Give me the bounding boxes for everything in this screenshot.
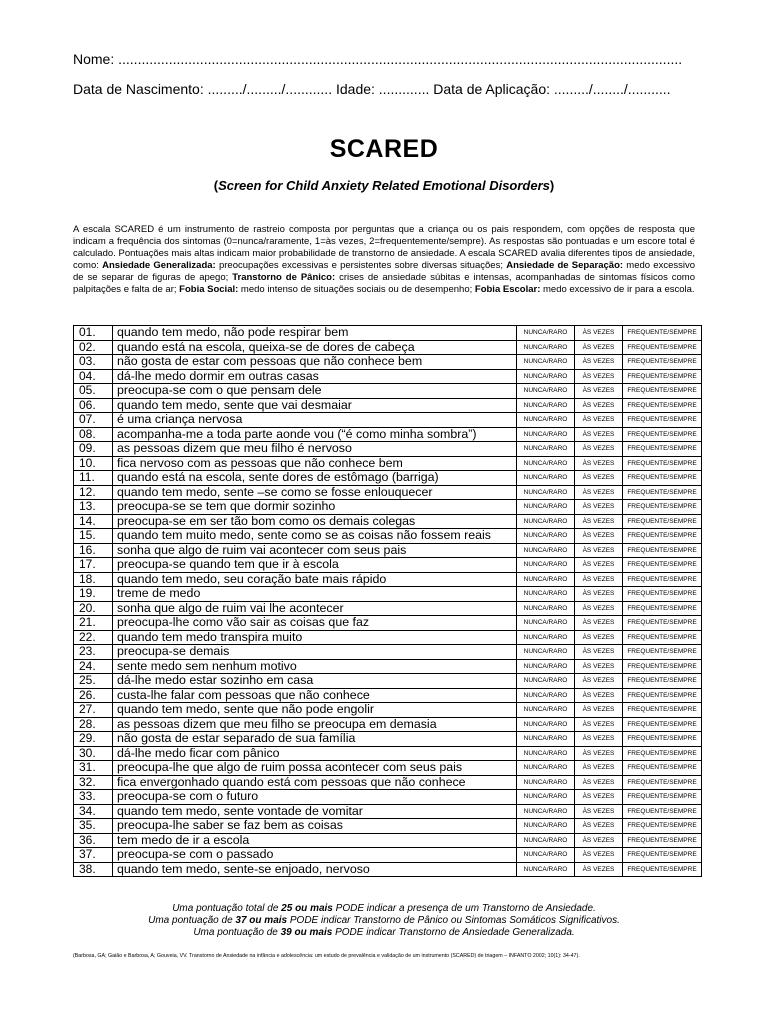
question-number: 03. [74,355,113,370]
option-often-always[interactable]: FREQUENTE/SEMPRE [623,355,702,370]
option-often-always[interactable]: FREQUENTE/SEMPRE [623,674,702,689]
option-often-always[interactable]: FREQUENTE/SEMPRE [623,485,702,500]
question-text: tem medo de ir a escola [113,833,517,848]
intro-text-2: preocupações excessivas e persistentes sobre diversas situações; [215,260,507,271]
question-row [74,326,702,341]
option-often-always[interactable]: FREQUENTE/SEMPRE [623,804,702,819]
option-often-always[interactable]: FREQUENTE/SEMPRE [623,398,702,413]
question-text: quando tem medo, sente –se como se fosse enlouquecer [113,485,517,500]
question-row [74,819,702,834]
question-row [74,369,702,384]
subtitle [0,178,768,193]
question-number: 35. [74,819,113,834]
question-row [74,703,702,718]
questions-table [73,325,702,877]
option-often-always[interactable]: FREQUENTE/SEMPRE [623,529,702,544]
question-number: 38. [74,862,113,877]
question-row [74,543,702,558]
option-often-always[interactable]: FREQUENTE/SEMPRE [623,819,702,834]
option-sometimes[interactable]: ÀS VEZES [575,514,623,529]
question-number: 14. [74,514,113,529]
question-row [74,746,702,761]
name-field-line: Nome: ................................................................................................................................................. [73,51,683,67]
question-row [74,558,702,573]
footnote-line [0,903,768,915]
option-sometimes[interactable]: ÀS VEZES [575,413,623,428]
question-number: 37. [74,848,113,863]
option-sometimes[interactable]: ÀS VEZES [575,384,623,399]
option-often-always[interactable]: FREQUENTE/SEMPRE [623,761,702,776]
footnote-text: Uma pontuação de [193,927,281,938]
option-never-rarely[interactable]: NUNCA/RARO [517,340,575,355]
question-number: 26. [74,688,113,703]
option-never-rarely[interactable]: NUNCA/RARO [517,804,575,819]
question-row [74,442,702,457]
option-often-always[interactable]: FREQUENTE/SEMPRE [623,703,702,718]
option-sometimes[interactable]: ÀS VEZES [575,456,623,471]
question-number: 16. [74,543,113,558]
question-number: 15. [74,529,113,544]
question-text: preocupa-se com o passado [113,848,517,863]
question-text: quando tem medo, sente-se enjoado, nervoso [113,862,517,877]
option-never-rarely[interactable]: NUNCA/RARO [517,601,575,616]
footnote-line [0,915,768,927]
question-row [74,717,702,732]
question-text: preocupa-se com o futuro [113,790,517,805]
question-text: quando tem medo, sente vontade de vomitar [113,804,517,819]
footnote-text: PODE indicar Transtorno de Ansiedade Generalizada. [332,927,575,938]
option-often-always[interactable]: FREQUENTE/SEMPRE [623,442,702,457]
question-number: 11. [74,471,113,486]
question-row [74,616,702,631]
question-text: dá-lhe medo estar sozinho em casa [113,674,517,689]
question-text: fica envergonhado quando está com pessoas que não conhece [113,775,517,790]
option-often-always[interactable]: FREQUENTE/SEMPRE [623,340,702,355]
question-text: sente medo sem nenhum motivo [113,659,517,674]
option-sometimes[interactable]: ÀS VEZES [575,587,623,602]
question-number: 34. [74,804,113,819]
option-often-always[interactable]: FREQUENTE/SEMPRE [623,717,702,732]
option-sometimes[interactable]: ÀS VEZES [575,326,623,341]
question-row [74,427,702,442]
intro-text-6: medo excessivo de ir para a escola. [540,284,695,295]
option-often-always[interactable]: FREQUENTE/SEMPRE [623,558,702,573]
question-row [74,688,702,703]
question-text: quando tem medo, sente que vai desmaiar [113,398,517,413]
option-often-always[interactable]: FREQUENTE/SEMPRE [623,688,702,703]
question-text: treme de medo [113,587,517,602]
question-number: 23. [74,645,113,660]
option-sometimes[interactable]: ÀS VEZES [575,688,623,703]
option-sometimes[interactable]: ÀS VEZES [575,355,623,370]
option-never-rarely[interactable]: NUNCA/RARO [517,427,575,442]
option-often-always[interactable]: FREQUENTE/SEMPRE [623,833,702,848]
question-text: é uma criança nervosa [113,413,517,428]
option-sometimes[interactable]: ÀS VEZES [575,340,623,355]
option-never-rarely[interactable]: NUNCA/RARO [517,471,575,486]
question-text: preocupa-lhe que algo de ruim possa acontecer com seus pais [113,761,517,776]
question-number: 25. [74,674,113,689]
option-never-rarely[interactable]: NUNCA/RARO [517,862,575,877]
option-sometimes[interactable]: ÀS VEZES [575,833,623,848]
option-sometimes[interactable]: ÀS VEZES [575,761,623,776]
option-often-always[interactable]: FREQUENTE/SEMPRE [623,326,702,341]
option-sometimes[interactable]: ÀS VEZES [575,659,623,674]
question-number: 27. [74,703,113,718]
option-sometimes[interactable]: ÀS VEZES [575,500,623,515]
question-number: 10. [74,456,113,471]
question-row [74,456,702,471]
question-row [74,500,702,515]
question-text: quando tem muito medo, sente como se as coisas não fossem reais [113,529,517,544]
option-sometimes[interactable]: ÀS VEZES [575,427,623,442]
option-never-rarely[interactable]: NUNCA/RARO [517,674,575,689]
question-text: preocupa-lhe como vão sair as coisas que faz [113,616,517,631]
intro-bold-panic: Transtorno de Pânico: [232,272,336,283]
option-sometimes[interactable]: ÀS VEZES [575,630,623,645]
question-text: quando tem medo, não pode respirar bem [113,326,517,341]
question-text: acompanha-me a toda parte aonde vou (“é como minha sombra”) [113,427,517,442]
question-text: preocupa-se com o que pensam dele [113,384,517,399]
question-row [74,413,702,428]
option-never-rarely[interactable]: NUNCA/RARO [517,529,575,544]
footnote-line [0,927,768,939]
option-never-rarely[interactable]: NUNCA/RARO [517,848,575,863]
question-number: 22. [74,630,113,645]
option-never-rarely[interactable]: NUNCA/RARO [517,326,575,341]
option-often-always[interactable]: FREQUENTE/SEMPRE [623,456,702,471]
subtitle-text: Screen for Child Anxiety Related Emotional Disorders [218,178,550,193]
question-number: 21. [74,616,113,631]
option-sometimes[interactable]: ÀS VEZES [575,790,623,805]
intro-text-3: medo excessivo de se separar de figuras de apego; [73,260,696,283]
intro-bold-school: Fobia Escolar: [474,284,541,295]
option-sometimes[interactable]: ÀS VEZES [575,645,623,660]
question-row [74,514,702,529]
question-number: 09. [74,442,113,457]
option-often-always[interactable]: FREQUENTE/SEMPRE [623,616,702,631]
option-never-rarely[interactable]: NUNCA/RARO [517,398,575,413]
question-number: 17. [74,558,113,573]
option-often-always[interactable]: FREQUENTE/SEMPRE [623,601,702,616]
option-never-rarely[interactable]: NUNCA/RARO [517,514,575,529]
intro-text-5: medo intenso de situações sociais ou de desempenho; [238,284,475,295]
option-often-always[interactable]: FREQUENTE/SEMPRE [623,645,702,660]
option-sometimes[interactable]: ÀS VEZES [575,862,623,877]
option-often-always[interactable]: FREQUENTE/SEMPRE [623,514,702,529]
question-row [74,355,702,370]
option-never-rarely[interactable]: NUNCA/RARO [517,442,575,457]
option-sometimes[interactable]: ÀS VEZES [575,471,623,486]
intro-bold-separation: Ansiedade de Separação: [506,260,624,271]
question-text: fica nervoso com as pessoas que não conhece bem [113,456,517,471]
question-row [74,775,702,790]
question-text: preocupa-lhe saber se faz bem as coisas [113,819,517,834]
question-text: custa-lhe falar com pessoas que não conhece [113,688,517,703]
question-row [74,804,702,819]
question-number: 18. [74,572,113,587]
question-number: 30. [74,746,113,761]
option-often-always[interactable]: FREQUENTE/SEMPRE [623,848,702,863]
question-number: 04. [74,369,113,384]
question-text: quando tem medo transpira muito [113,630,517,645]
option-never-rarely[interactable]: NUNCA/RARO [517,688,575,703]
question-row [74,833,702,848]
question-row [74,572,702,587]
question-row [74,587,702,602]
question-number: 19. [74,587,113,602]
option-never-rarely[interactable]: NUNCA/RARO [517,543,575,558]
option-often-always[interactable]: FREQUENTE/SEMPRE [623,630,702,645]
question-row [74,732,702,747]
option-sometimes[interactable]: ÀS VEZES [575,732,623,747]
question-number: 24. [74,659,113,674]
question-text: as pessoas dizem que meu filho se preocupa em demasia [113,717,517,732]
option-never-rarely[interactable]: NUNCA/RARO [517,732,575,747]
question-row [74,340,702,355]
birth-age-date-field-line: Data de Nascimento: ........./........./............ Idade: ............. Data de Aplicação: ........./......../........... [73,81,671,97]
option-sometimes[interactable]: ÀS VEZES [575,485,623,500]
option-never-rarely[interactable]: NUNCA/RARO [517,717,575,732]
option-often-always[interactable]: FREQUENTE/SEMPRE [623,659,702,674]
question-number: 06. [74,398,113,413]
footnote-text: PODE indicar Transtorno de Pânico ou Sintomas Somáticos Significativos. [287,915,620,926]
option-never-rarely[interactable]: NUNCA/RARO [517,485,575,500]
option-sometimes[interactable]: ÀS VEZES [575,746,623,761]
option-often-always[interactable]: FREQUENTE/SEMPRE [623,790,702,805]
option-never-rarely[interactable]: NUNCA/RARO [517,616,575,631]
footnote-score: 39 ou mais [280,927,333,938]
option-sometimes[interactable]: ÀS VEZES [575,703,623,718]
option-never-rarely[interactable]: NUNCA/RARO [517,833,575,848]
question-text: preocupa-se em ser tão bom como os demais colegas [113,514,517,529]
subtitle-close-paren: ) [549,178,555,193]
question-number: 07. [74,413,113,428]
question-number: 20. [74,601,113,616]
option-never-rarely[interactable]: NUNCA/RARO [517,355,575,370]
option-sometimes[interactable]: ÀS VEZES [575,398,623,413]
option-often-always[interactable]: FREQUENTE/SEMPRE [623,413,702,428]
question-text: sonha que algo de ruim vai acontecer com seus pais [113,543,517,558]
option-never-rarely[interactable]: NUNCA/RARO [517,500,575,515]
option-often-always[interactable]: FREQUENTE/SEMPRE [623,384,702,399]
option-never-rarely[interactable]: NUNCA/RARO [517,819,575,834]
option-often-always[interactable]: FREQUENTE/SEMPRE [623,732,702,747]
option-never-rarely[interactable]: NUNCA/RARO [517,630,575,645]
question-text: dá-lhe medo ficar com pânico [113,746,517,761]
question-row [74,384,702,399]
option-sometimes[interactable]: ÀS VEZES [575,819,623,834]
option-never-rarely[interactable]: NUNCA/RARO [517,746,575,761]
option-never-rarely[interactable]: NUNCA/RARO [517,761,575,776]
footnote-text: Uma pontuação de [148,915,236,926]
question-row [74,601,702,616]
option-never-rarely[interactable]: NUNCA/RARO [517,572,575,587]
question-row [74,485,702,500]
option-never-rarely[interactable]: NUNCA/RARO [517,413,575,428]
option-never-rarely[interactable]: NUNCA/RARO [517,659,575,674]
question-row [74,645,702,660]
question-text: quando está na escola, sente dores de estômago (barriga) [113,471,517,486]
question-row [74,674,702,689]
option-never-rarely[interactable]: NUNCA/RARO [517,456,575,471]
question-text: não gosta de estar separado de sua família [113,732,517,747]
footnote-text: Uma pontuação total de [172,903,282,914]
option-sometimes[interactable]: ÀS VEZES [575,558,623,573]
option-never-rarely[interactable]: NUNCA/RARO [517,645,575,660]
page-title: SCARED [329,135,439,163]
question-number: 05. [74,384,113,399]
option-sometimes[interactable]: ÀS VEZES [575,601,623,616]
option-often-always[interactable]: FREQUENTE/SEMPRE [623,543,702,558]
question-number: 13. [74,500,113,515]
question-number: 02. [74,340,113,355]
option-sometimes[interactable]: ÀS VEZES [575,616,623,631]
option-never-rarely[interactable]: NUNCA/RARO [517,384,575,399]
question-number: 31. [74,761,113,776]
option-often-always[interactable]: FREQUENTE/SEMPRE [623,500,702,515]
question-number: 08. [74,427,113,442]
option-sometimes[interactable]: ÀS VEZES [575,848,623,863]
option-sometimes[interactable]: ÀS VEZES [575,543,623,558]
question-text: preocupa-se se tem que dormir sozinho [113,500,517,515]
intro-bold-generalized: Ansiedade Generalizada: [102,260,216,271]
option-sometimes[interactable]: ÀS VEZES [575,369,623,384]
option-often-always[interactable]: FREQUENTE/SEMPRE [623,775,702,790]
score-footnotes [0,903,768,939]
option-never-rarely[interactable]: NUNCA/RARO [517,558,575,573]
option-never-rarely[interactable]: NUNCA/RARO [517,703,575,718]
question-row [74,862,702,877]
question-number: 32. [74,775,113,790]
option-never-rarely[interactable]: NUNCA/RARO [517,587,575,602]
footnote-text: PODE indicar a presença de um Transtorno de Ansiedade. [332,903,596,914]
intro-paragraph [73,224,695,296]
question-number: 01. [74,326,113,341]
question-row [74,761,702,776]
intro-text-1: A escala SCARED é um instrumento de rastreio composta por perguntas que a criança ou os pais respondem, com opções de resposta que indicam a frequência dos sintomas (0=nunca/raramente, 1=às vezes, 2=frequentemente/sempre). As respostas são pontuadas e um escore total é calculado. Pontuações mais altas indicam maior probabilidade de transtorno de ansiedade. A escala SCARED avalia diferentes tipos de ansiedade, como: [73,224,695,271]
footnote-score: 25 ou mais [281,903,333,914]
question-number: 28. [74,717,113,732]
option-sometimes[interactable]: ÀS VEZES [575,804,623,819]
question-number: 36. [74,833,113,848]
option-often-always[interactable]: FREQUENTE/SEMPRE [623,862,702,877]
option-sometimes[interactable]: ÀS VEZES [575,717,623,732]
option-often-always[interactable]: FREQUENTE/SEMPRE [623,587,702,602]
intro-text-4: crises de ansiedade súbitas e intensas, acompanhadas de sintomas físicos como palpitações e falta de ar; [73,272,696,295]
option-never-rarely[interactable]: NUNCA/RARO [517,775,575,790]
intro-bold-social: Fobia Social: [179,284,239,295]
question-text: quando tem medo, sente que não pode engolir [113,703,517,718]
question-row [74,529,702,544]
question-row [74,398,702,413]
question-text: preocupa-se demais [113,645,517,660]
question-text: preocupa-se quando tem que ir à escola [113,558,517,573]
option-never-rarely[interactable]: NUNCA/RARO [517,790,575,805]
citation: (Barbosa, GA; Gaião e Barbosa, A; Gouveia, VV. Transtorno de Ansiedade na infância e adolescência: um estudo de prevalência e validação de um instrumento (SCARED) de triagem – INFANTO 2002; 10(1): 34-47). [73,953,580,959]
question-row [74,790,702,805]
question-number: 12. [74,485,113,500]
question-number: 29. [74,732,113,747]
option-sometimes[interactable]: ÀS VEZES [575,442,623,457]
question-text: as pessoas dizem que meu filho é nervoso [113,442,517,457]
question-text: quando está na escola, queixa-se de dores de cabeça [113,340,517,355]
option-sometimes[interactable]: ÀS VEZES [575,572,623,587]
option-sometimes[interactable]: ÀS VEZES [575,674,623,689]
question-text: quando tem medo, seu coração bate mais rápido [113,572,517,587]
question-text: dá-lhe medo dormir em outras casas [113,369,517,384]
question-row [74,471,702,486]
option-sometimes[interactable]: ÀS VEZES [575,529,623,544]
question-number: 33. [74,790,113,805]
footnote-score: 37 ou mais [235,915,288,926]
option-never-rarely[interactable]: NUNCA/RARO [517,369,575,384]
subtitle-open-paren: ( [213,178,219,193]
question-text: não gosta de estar com pessoas que não conhece bem [113,355,517,370]
option-often-always[interactable]: FREQUENTE/SEMPRE [623,572,702,587]
option-often-always[interactable]: FREQUENTE/SEMPRE [623,746,702,761]
option-often-always[interactable]: FREQUENTE/SEMPRE [623,427,702,442]
option-often-always[interactable]: FREQUENTE/SEMPRE [623,369,702,384]
question-row [74,659,702,674]
question-row [74,630,702,645]
question-text: sonha que algo de ruim vai lhe acontecer [113,601,517,616]
option-often-always[interactable]: FREQUENTE/SEMPRE [623,471,702,486]
question-row [74,848,702,863]
option-sometimes[interactable]: ÀS VEZES [575,775,623,790]
